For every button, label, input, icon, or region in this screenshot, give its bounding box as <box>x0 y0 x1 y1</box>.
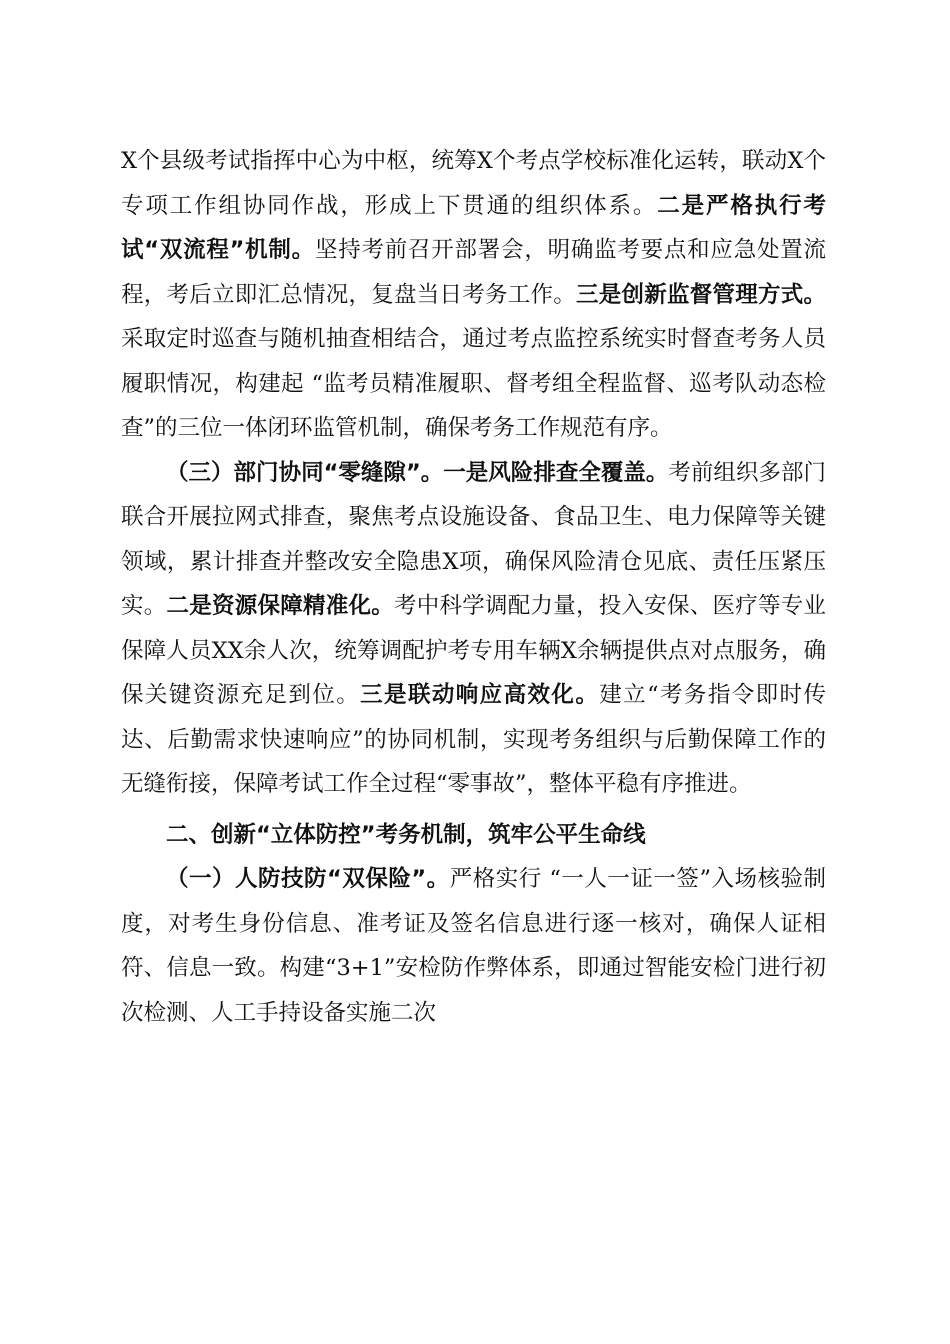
paragraph-dual-insurance <box>121 857 826 1035</box>
section-heading: 二、创新“立体防控”考务机制，筑牢公平生命线 <box>166 821 646 848</box>
paragraph-text: 考前组织多部门联合开展拉网式排查，聚焦考点设施设备、食品卫生、电力保障等关键领域，累计排查并整改安全隐患X项，确保风险清仓见底、责任压紧压实。 <box>121 459 826 619</box>
paragraph-text: 采取定时巡查与随机抽查相结合，通过考点监控系统实时督查考务人员履职情况，构建起 “监考员精准履职、督考组全程监督、巡考队动态检查”的三位一体闭环监管机制，确保考务工作规范有序。 <box>121 326 826 441</box>
paragraph-department-coordination <box>121 451 826 807</box>
bold-phrase: 二是严格执行考试“双流程”机制。 <box>121 192 826 263</box>
paragraph-text: 考中科学调配力量，投入安保、医疗等专业保障人员XX余人次，统筹调配护考专用车辆X余辆提供点对点服务，确保关键资源充足到位。 <box>121 593 826 708</box>
document-body <box>121 139 826 1035</box>
paragraph-text: 坚持考前召开部署会，明确监考要点和应急处置流程，考后立即汇总情况，复盘当日考务工作。 <box>121 237 826 308</box>
paragraph-text: X个县级考试指挥中心为中枢，统筹X个考点学校标准化运转，联动X个专项工作组协同作战，形成上下贯通的组织体系。 <box>121 148 826 219</box>
bold-phrase: （三）部门协同“零缝隙”。一是风险排查全覆盖。 <box>166 459 669 486</box>
paragraph-text: 建立“考务指令即时传达、后勤需求快速响应”的协同机制，实现考务组织与后勤保障工作的无缝衔接，保障考试工作全过程“零事故”，整体平稳有序推进。 <box>121 682 826 797</box>
bold-phrase: （一）人防技防“双保险”。 <box>166 866 450 892</box>
bold-phrase: 三是创新监督管理方式。 <box>575 281 826 308</box>
bold-phrase: 三是联动响应高效化。 <box>360 682 600 708</box>
paragraph-organization <box>121 139 826 451</box>
bold-phrase: 二是资源保障精准化。 <box>166 593 394 619</box>
paragraph-text: 严格实行 “一人一证一签”入场核验制度，对考生身份信息、准考证及签名信息进行逐一核对，确保人证相符、信息一致。构建“3+1”安检防作弊体系，即通过智能安检门进行初次检测、人工手持设备实施二次 <box>121 866 826 1026</box>
